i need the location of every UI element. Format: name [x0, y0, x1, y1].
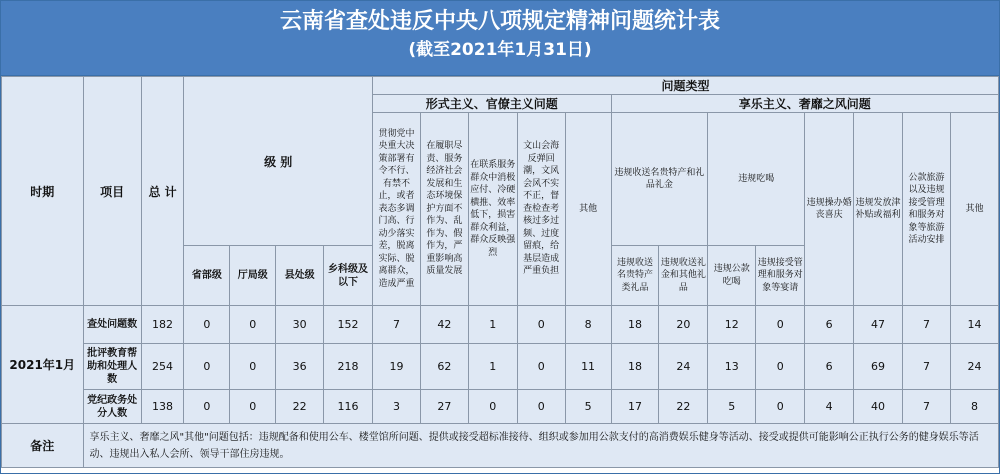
level-county: 县处级: [276, 246, 324, 306]
formalism-other: 其他: [565, 113, 611, 306]
level-bureau: 厅局级: [230, 246, 276, 306]
title-band: [1, 1, 999, 76]
hedonism-header: 享乐主义、奢靡之风问题: [611, 95, 999, 113]
cell: 30: [276, 306, 324, 344]
hedonism-dining: 违规吃喝: [708, 113, 805, 246]
level-header: 级 别: [184, 77, 373, 246]
formalism-type-1: 贯彻党中央重大决策部署有令不行、有禁不止，或者表态多调门高、行动少落实差，脱离实际、脱离群众，造成严重: [373, 113, 421, 306]
cell: 40: [854, 390, 903, 424]
formalism-type-2: 在履职尽责、服务经济社会发展和生态环境保护方面不作为、乱作为、假作为，严重影响高质量发展: [420, 113, 468, 306]
hedonism-gifts-specialty: 违规收送名贵特产类礼品: [611, 246, 659, 306]
cell: 7: [903, 306, 951, 344]
total-header: 总 计: [141, 77, 184, 306]
cell: 8: [565, 306, 611, 344]
cell: 36: [276, 344, 324, 390]
formalism-type-4: 文山会海反弹回潮，文风会风不实不正，督查检查考核过多过频、过度留痕，给基层造成严重负担: [517, 113, 565, 306]
cell: 11: [565, 344, 611, 390]
cell: 12: [708, 306, 756, 344]
cell: 20: [659, 306, 708, 344]
cell: 0: [184, 344, 230, 390]
cell-total: 182: [141, 306, 184, 344]
cell-total: 254: [141, 344, 184, 390]
cell: 18: [611, 306, 659, 344]
cell: 8: [950, 390, 998, 424]
cell: 1: [468, 306, 517, 344]
page-title: 云南省查处违反中央八项规定精神问题统计表: [279, 9, 720, 34]
table-row: [2, 306, 999, 344]
cell: 7: [903, 390, 951, 424]
cell: 7: [373, 306, 421, 344]
table-row: [2, 390, 999, 424]
hedonism-dining-public: 违规公款吃喝: [708, 246, 756, 306]
hedonism-travel: 公款旅游以及违规接受管理和服务对象等旅游活动安排: [903, 113, 951, 306]
cell: 1: [468, 344, 517, 390]
cell: 13: [708, 344, 756, 390]
cell: 116: [324, 390, 373, 424]
note-label: 备注: [2, 424, 84, 468]
cell: 19: [373, 344, 421, 390]
cell: 6: [805, 306, 854, 344]
formalism-header: 形式主义、官僚主义问题: [373, 95, 612, 113]
cell: 0: [184, 390, 230, 424]
cell: 22: [659, 390, 708, 424]
cell: 218: [324, 344, 373, 390]
page-subtitle: (截至2021年1月31日): [408, 40, 592, 60]
cell: 69: [854, 344, 903, 390]
cell: 4: [805, 390, 854, 424]
level-province: 省部级: [184, 246, 230, 306]
cell: 0: [756, 390, 805, 424]
cell: 0: [230, 390, 276, 424]
table-row: [2, 344, 999, 390]
cell: 0: [517, 306, 565, 344]
period-header: 时期: [2, 77, 84, 306]
cell: 0: [230, 344, 276, 390]
cell: 0: [517, 390, 565, 424]
hedonism-other: 其他: [950, 113, 998, 306]
hedonism-weddings: 违规操办婚丧喜庆: [805, 113, 854, 306]
cell: 42: [420, 306, 468, 344]
cell: 18: [611, 344, 659, 390]
cell: 5: [565, 390, 611, 424]
hedonism-gifts: 违规收送名贵特产和礼品礼金: [611, 113, 708, 246]
hedonism-gifts-cash: 违规收送礼金和其他礼品: [659, 246, 708, 306]
cell: 0: [756, 306, 805, 344]
row-label: 查处问题数: [83, 306, 141, 344]
row-label: 批评教育帮助和处理人数: [83, 344, 141, 390]
cell: 24: [950, 344, 998, 390]
cell-total: 138: [141, 390, 184, 424]
level-township: 乡科级及以下: [324, 246, 373, 306]
cell: 0: [517, 344, 565, 390]
cell: 17: [611, 390, 659, 424]
cell: 22: [276, 390, 324, 424]
cell: 7: [903, 344, 951, 390]
hedonism-allowances: 违规发放津补贴或福利: [854, 113, 903, 306]
cell: 24: [659, 344, 708, 390]
cell: 152: [324, 306, 373, 344]
cell: 0: [468, 390, 517, 424]
statistics-table: [1, 76, 999, 468]
cell: 0: [230, 306, 276, 344]
cell: 0: [184, 306, 230, 344]
cell: 14: [950, 306, 998, 344]
cell: 47: [854, 306, 903, 344]
cell: 27: [420, 390, 468, 424]
cell: 3: [373, 390, 421, 424]
row-label: 党纪政务处分人数: [83, 390, 141, 424]
cell: 62: [420, 344, 468, 390]
problem-type-header: 问题类型: [373, 77, 999, 95]
cell: 6: [805, 344, 854, 390]
note-text: 享乐主义、奢靡之风"其他"问题包括：违规配备和使用公车、楼堂馆所问题、提供或接受超标准接待、组织或参加用公款支付的高消费娱乐健身等活动、接受或提供可能影响公正执行公务的健身娱乐等活动、违规出入私人会所、领导干部住房违规。: [83, 424, 998, 468]
period-cell: 2021年1月: [2, 306, 84, 424]
formalism-type-3: 在联系服务群众中消极应付、冷硬横推、效率低下，损害群众利益，群众反映强烈: [468, 113, 517, 306]
cell: 0: [756, 344, 805, 390]
item-header: 项目: [83, 77, 141, 306]
cell: 5: [708, 390, 756, 424]
hedonism-dining-banquet: 违规接受管理和服务对象等宴请: [756, 246, 805, 306]
